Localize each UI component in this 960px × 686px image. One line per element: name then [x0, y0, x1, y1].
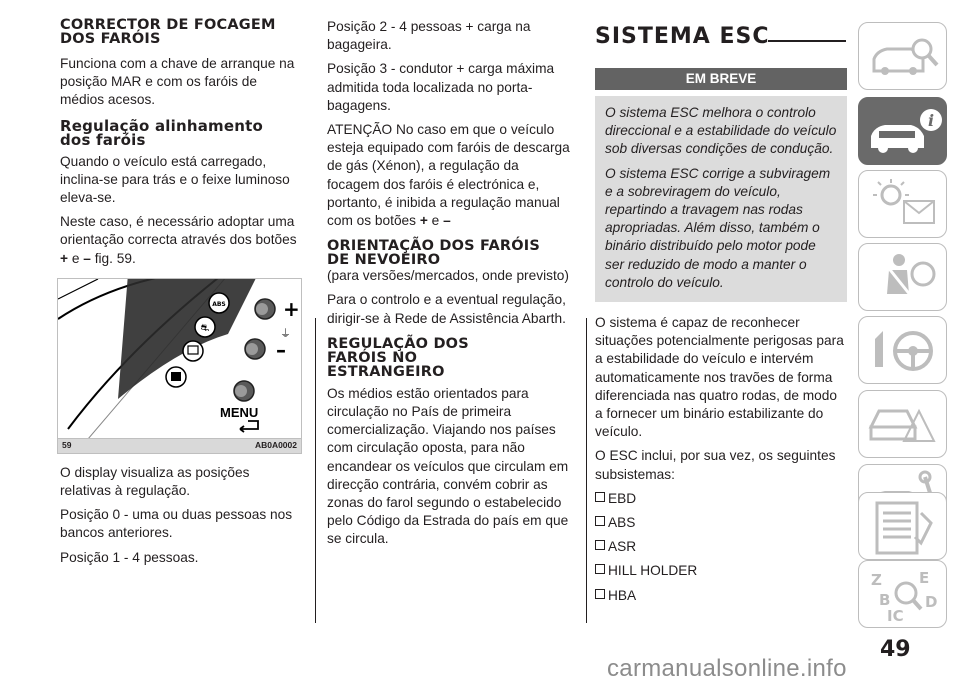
svg-text:IC: IC: [887, 607, 904, 625]
paragraph: O display visualiza as posições relativas à regulação.: [60, 464, 250, 499]
figure-caption-bar: [58, 438, 301, 453]
heading-fog-lights: ORIENTAÇÃO DOS FARÓIS DE NEVOEIRO: [327, 238, 540, 269]
menu-label: MENU: [220, 404, 259, 420]
plus-symbol: +: [419, 213, 428, 229]
in-brief-banner: EM BREVE: [595, 68, 847, 90]
list-item: ASR: [595, 538, 847, 556]
svg-text:D: D: [925, 593, 938, 611]
tab-driving[interactable]: [858, 316, 947, 384]
paragraph: Funciona com a chave de arranque na posição MAR e com os faróis de médios acesos.: [60, 56, 295, 108]
tab-warning-lights[interactable]: [858, 170, 947, 238]
heading-headlights-abroad: REGULAÇÃO DOS FARÓIS NO ESTRANGEIRO: [327, 335, 469, 380]
page-number: 49: [880, 637, 911, 662]
svg-text:i: i: [927, 111, 935, 130]
paragraph: Posição 1 - 4 pessoas.: [60, 549, 199, 565]
minus-symbol: –: [443, 213, 451, 229]
esc-warning-icon: ⛐: [200, 322, 210, 334]
checkbox-bullet-icon: [595, 540, 605, 550]
tab-index[interactable]: [858, 560, 947, 628]
summary-box: [595, 96, 847, 302]
list-item: HILL HOLDER: [595, 562, 847, 580]
index-icon: [859, 561, 948, 629]
headlight-beam-icon: ⏚: [280, 326, 291, 340]
column-divider: [315, 318, 316, 623]
list-item: HBA: [595, 587, 847, 605]
watermark[interactable]: carmanualsonline.info: [607, 655, 847, 682]
heading-headlight-corrector: CORRECTOR DE FOCAGEM DOS FARÓIS: [60, 17, 276, 47]
dashboard-buttons-illustration: [58, 279, 301, 439]
paragraph: ATENÇÃO No caso em que o veículo esteja equipado com faróis de descarga de gás (Xénon), a regulação da focagem dos faróis é electrónica e, portanto, é inibida a regulação manual com os botões + e –: [327, 122, 570, 229]
figure-code: AB0A0002: [254, 439, 297, 450]
paragraph: Posição 0 - uma ou duas pessoas nos bancos anteriores.: [60, 507, 293, 541]
svg-text:Z: Z: [871, 571, 882, 589]
paragraph: Posição 2 - 4 pessoas + carga na bagageira.: [327, 19, 531, 53]
heading-headlight-alignment: Regulação alinhamento dos faróis: [60, 116, 263, 149]
minus-label: –: [276, 337, 286, 362]
summary-paragraph: O sistema ESC melhora o controlo direccional e a estabilidade do veículo sob diversas condições de condução.: [605, 105, 837, 157]
checkbox-bullet-icon: [595, 492, 605, 502]
safety-airbag-icon: [859, 244, 948, 312]
tab-specifications[interactable]: [858, 492, 947, 560]
car-info-icon: [859, 98, 948, 166]
subheading: (para versões/mercados, onde previsto): [327, 268, 569, 284]
paragraph: O sistema é capaz de reconhecer situações potencialmente perigosas para a estabilidade do veículo e intervém automaticamente nos travões de forma diferenciada nas quatro rodas, de modo a fornecer um binário estabilizante do veículo.: [595, 315, 844, 440]
column-divider: [586, 318, 587, 623]
figure-number: 59: [62, 439, 72, 450]
svg-text:B: B: [879, 591, 891, 609]
checkbox-bullet-icon: [595, 516, 605, 526]
specifications-icon: [859, 493, 948, 561]
paragraph: Neste caso, é necessário adoptar uma orientação correcta através dos botões + e – fig. 59.: [60, 214, 297, 266]
abs-warning-icon: ABS: [212, 300, 226, 308]
emergency-icon: [859, 391, 948, 459]
paragraph: Para o controlo e a eventual regulação, dirigir-se à Rede de Assistência Abarth.: [327, 292, 566, 326]
column-3: [595, 18, 847, 605]
tab-safety[interactable]: [858, 243, 947, 311]
section-title: SISTEMA ESC: [595, 24, 770, 49]
car-search-icon: [859, 23, 948, 91]
list-item: ABS: [595, 514, 847, 532]
summary-paragraph: O sistema ESC corrige a subviragem e a sobreviragem do veículo, repartindo a travagem nas rodas apropriadas. Além disso, também o binário distribuído pelo motor pode ser reduzido de modo a manter o controlo do veículo.: [605, 165, 831, 290]
column-2: [327, 18, 574, 549]
tab-car-search[interactable]: [858, 22, 947, 90]
svg-text:E: E: [919, 569, 930, 587]
checkbox-bullet-icon: [595, 589, 605, 599]
minus-symbol: –: [83, 250, 91, 266]
figure-59-dashboard-buttons: [57, 278, 302, 454]
warning-lights-icon: [859, 171, 948, 239]
paragraph: Os médios estão orientados para circulação no País de primeira comercialização. Viajando nos países com circulação oposta, para não encandear os veículos que circulam em direcção contrária, convém cobrir as zonas do farol segundo o estabelecido pelo Código da Estrada do país em que se circula.: [327, 385, 569, 547]
paragraph: Posição 3 - condutor + carga máxima admitida toda localizada no porta-bagagens.: [327, 61, 555, 113]
paragraph: O ESC inclui, por sua vez, os seguintes subsistemas:: [595, 448, 836, 482]
column-1: [60, 17, 300, 567]
plus-symbol: +: [60, 250, 68, 266]
plus-label: +: [283, 296, 300, 321]
tab-car-info[interactable]: [858, 97, 947, 165]
tab-emergency[interactable]: [858, 390, 947, 458]
paragraph: Quando o veículo está carregado, inclina-se para trás e o feixe luminoso eleva-se.: [60, 153, 290, 206]
list-item: EBD: [595, 490, 847, 508]
checkbox-bullet-icon: [595, 564, 605, 574]
steering-wheel-icon: [859, 317, 948, 385]
lock-warning-icon: [171, 372, 181, 381]
